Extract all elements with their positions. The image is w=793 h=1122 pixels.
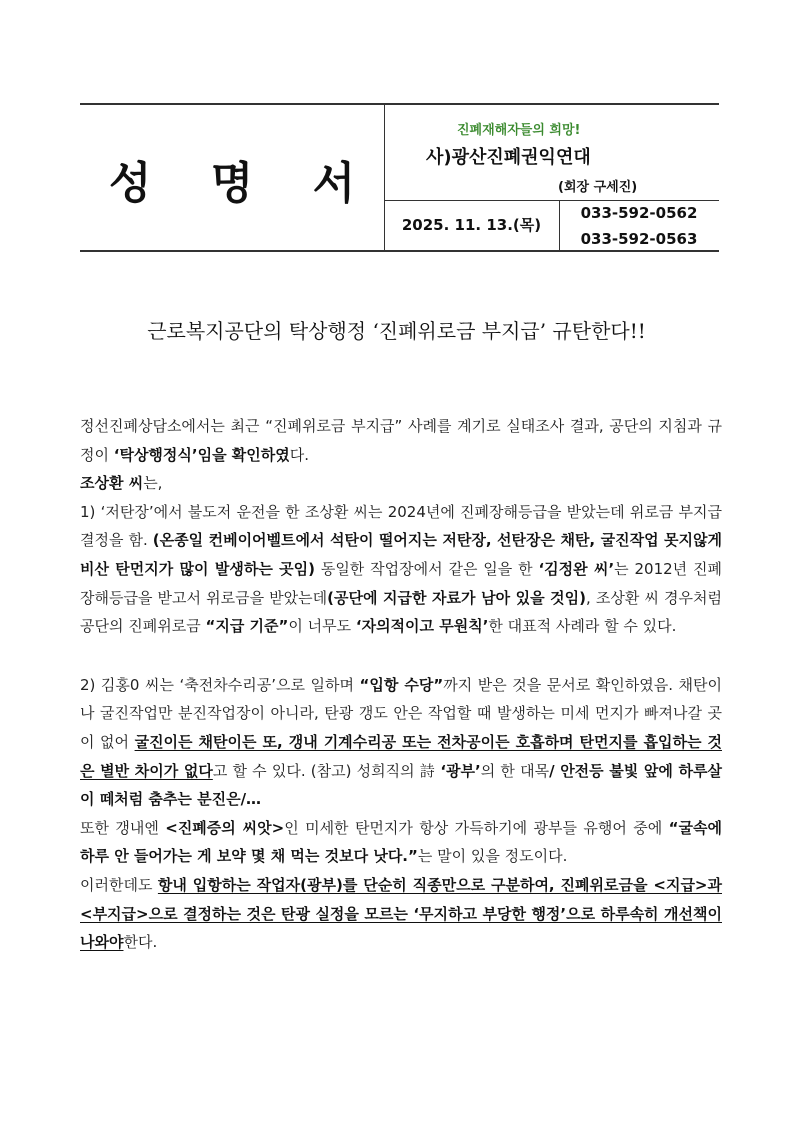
- case-subject-line: [80, 469, 722, 498]
- intro-text-2: 다.: [289, 445, 310, 464]
- para3-emphasis-2: “굴속에 하루 안 들어가는 게 보약 몇 채 먹는 것보다 낫다.”: [80, 818, 722, 866]
- para2-text-1: 2) 김홍0 씨는 ‘축전차수리공’으로 일하며: [80, 675, 360, 694]
- para4-text-1: 이러한데도: [80, 875, 158, 894]
- para2-text-3: 고 할 수 있다. (참고) 성희직의 詩: [212, 761, 441, 780]
- para1-emphasis-2: ‘김정완 씨’: [538, 559, 615, 578]
- statement-body: [80, 412, 722, 957]
- statement-headline: 근로복지공단의 탁상행정 ‘진폐위로금 부지급’ 규탄한다!!: [147, 319, 646, 343]
- statement-header-box: [80, 103, 719, 252]
- case-paragraph-1: [80, 498, 722, 641]
- para1-text-4: , 조상환 씨 경우처럼 공단의 진폐위로금: [80, 588, 722, 636]
- case-paragraph-2: [80, 671, 722, 814]
- case-subject-tail: 는,: [143, 474, 163, 493]
- organization-name: 사)광산진폐권익연대: [426, 147, 591, 168]
- para3-text-2: 인 미세한 탄먼지가 항상 가득하기에 광부들 유행어 중에: [284, 818, 669, 837]
- para2-poem-quote: / 안전등 불빛 앞에 하루살이 떼처럼 춤추는 분진은/…: [80, 761, 722, 809]
- document-title: 성 명 서: [108, 158, 378, 209]
- intro-paragraph: [80, 412, 722, 469]
- para4-underlined-emphasis: 항내 입항하는 작업자(광부)를 단순히 직종만으로 구분하여, 진폐위로금을 <지급>과 <부지급>으로 결정하는 것은 탄광 실정을 모르는 ‘무지하고 부당한 행정’으로 하루속히 개선책이 나와야: [80, 875, 722, 952]
- para2-underlined-emphasis: 굴진이든 채탄이든 또, 갱내 기계수리공 또는 전차공이든 호흡하며 탄먼지를 흡입하는 것은 별반 차이가 없다: [80, 732, 722, 780]
- para1-emphasis-5: ‘자의적이고 무원칙’: [355, 617, 489, 636]
- paragraph-gap: [80, 641, 722, 671]
- header-divider-horizontal: [384, 200, 719, 201]
- para2-emphasis-1: “입항 수당”: [359, 675, 444, 694]
- intro-text-1: 정선진폐상담소에서는 최근 “진폐위로금 부지급” 사례를 계기로 실태조사 결과, 공단의 지침과 규정이: [80, 417, 722, 464]
- issue-date: 2025. 11. 13.(목): [401, 216, 542, 234]
- para2-text-4: 의 한 대목: [480, 761, 550, 780]
- para3-text-1: 또한 갱내엔: [80, 818, 166, 837]
- organization-slogan: 진폐재해자들의 희망!: [457, 123, 581, 138]
- para4-text-2: 한다.: [123, 933, 158, 952]
- para1-text-2: 동일한 작업장에서 같은 일을 한: [314, 559, 539, 578]
- para3-emphasis-1: <진폐증의 씨앗>: [165, 818, 285, 837]
- para2-emphasis-2: ‘광부’: [440, 761, 481, 780]
- para1-text-6: 한 대표적 사례라 할 수 있다.: [488, 617, 677, 636]
- phone-number-2: 033-592-0563: [580, 230, 698, 248]
- para1-text-5: 이 너무도: [288, 617, 356, 636]
- intro-emphasis: ‘탁상행정식’임을 확인하였: [113, 445, 290, 464]
- para1-emphasis-4: “지급 기준”: [205, 617, 289, 636]
- chairman-name: (회장 구세진): [558, 180, 638, 195]
- para1-emphasis-3: (공단에 지급한 자료가 남아 있을 것임): [327, 588, 586, 607]
- para1-text-3: 는 2012년 진폐장해등급을 받고서 위로금을 받았는데: [80, 559, 723, 607]
- para1-text-1: 1) ‘저탄장’에서 불도저 운전을 한 조상환 씨는 2024년에 진폐장해등급을 받았는데 위로금 부지급 결정을 함.: [80, 502, 722, 550]
- case-paragraph-3: [80, 814, 722, 871]
- para1-emphasis-1: (온종일 컨베이어벨트에서 석탄이 떨어지는 저탄장, 선탄장은 채탄, 굴진작업 못지않게 비산 탄먼지가 많이 발생하는 곳임): [80, 531, 723, 578]
- case-subject-name: 조상환 씨: [80, 474, 144, 493]
- para3-text-3: 는 말이 있을 정도이다.: [417, 847, 568, 866]
- para2-text-2: 까지 받은 것을 문서로 확인하였음. 채탄이나 굴진작업만 분진작업장이 아니라, 탄광 갱도 안은 작업할 때 발생하는 미세 먼지가 빠져나갈 곳이 없어: [80, 675, 722, 751]
- conclusion-paragraph: [80, 871, 722, 957]
- phone-number-1: 033-592-0562: [580, 204, 698, 222]
